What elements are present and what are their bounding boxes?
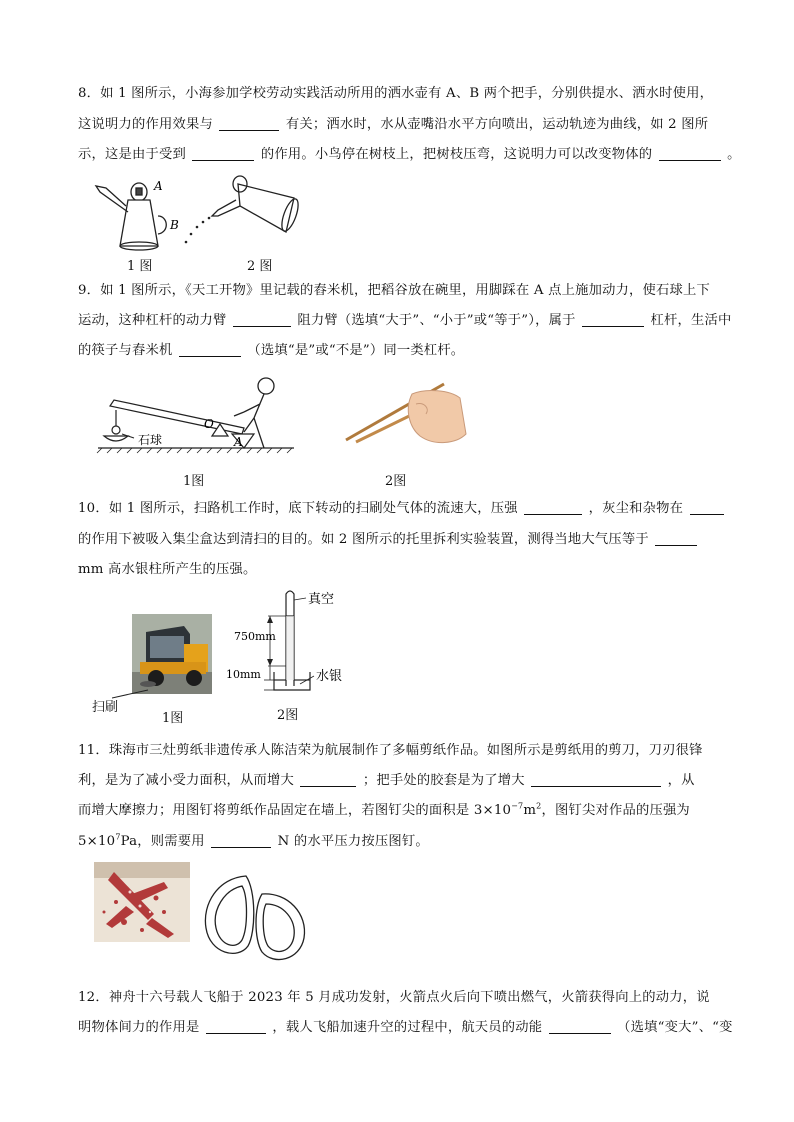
q8-blank-3[interactable]	[659, 146, 721, 161]
q8-caption-1: 1 图	[127, 259, 153, 274]
q9-blank-1[interactable]	[233, 312, 291, 327]
label-stone-ball: 石球	[138, 433, 163, 447]
q9-line-3: 的筷子与舂米机 （选填“是”或“不是”）同一类杠杆。	[78, 343, 465, 358]
q9-line-1: 9．如 1 图所示，《天工开物》里记载的舂米机，把稻谷放在碗里，用脚踩在 A 点上施加动力，使石球上下	[78, 283, 711, 298]
q10-blank-3[interactable]	[655, 531, 697, 546]
watering-can-figures	[88, 172, 308, 254]
label-brush: 扫刷	[92, 700, 119, 715]
q9-blank-3[interactable]	[179, 342, 241, 357]
q11-line-2: 利，是为了减小受力面积，从而增大 ；把手处的胶套是为了增大 ，从	[78, 773, 695, 788]
q8-blank-1[interactable]	[219, 116, 279, 131]
q8-line-2: 这说明力的作用效果与 有关；洒水时，水从壶嘴沿水平方向喷出，运动轨迹为曲线，如 2 图所	[78, 117, 709, 132]
lever-icon	[104, 400, 254, 448]
sweeper-icon	[132, 614, 212, 694]
label-b: B	[170, 218, 179, 232]
q11-line-4: $5\times 10^7Pa$，则需要用 N 的水平压力按压图钉。	[78, 832, 429, 849]
label-mercury: 水银	[316, 669, 343, 684]
label-a: A	[154, 179, 163, 193]
watering-can-2-icon	[212, 176, 301, 233]
q10-line-2: 的作用下被吸入集尘盒达到清扫的目的。如 2 图所示的托里拆利实验装置，测得当地大气压等于	[78, 531, 748, 549]
q10-blank-1[interactable]	[524, 500, 582, 515]
q10-line-3: mm 高水银柱所产生的压强。	[78, 562, 257, 577]
q12-line-1: 12．神舟十六号载人飞船于 2023 年 5 月成功发射，火箭点火后向下喷出燃气，火箭获得向上的动力，说	[78, 990, 710, 1005]
label-o: O	[204, 417, 214, 431]
q11-blank-1[interactable]	[300, 772, 356, 787]
q10-caption-1: 1图	[162, 711, 184, 726]
watering-can-1-icon	[96, 183, 166, 250]
q11-blank-3[interactable]	[211, 833, 271, 848]
q8-line-3: 示，这是由于受到 的作用。小鸟停在树枝上，把树枝压弯，这说明力可以改变物体的 。	[78, 147, 741, 162]
street-sweeper-photo	[132, 614, 212, 694]
water-trajectory	[185, 217, 211, 244]
q11-blank-2[interactable]	[531, 772, 661, 787]
q9-line-2: 运动，这种杠杆的动力臂 阻力臂（选填“大于”、“小于”或“等于”），属于 杠杆，生活中	[78, 313, 732, 328]
label-750mm: 750mm	[234, 630, 276, 643]
scissors-handles-icon	[198, 870, 312, 970]
label-a: A	[234, 435, 243, 449]
q8-line-1: 8．如 1 图所示，小海参加学校劳动实践活动所用的洒水壶有 A、B 两个把手，分别供提水、洒水时使用，	[78, 86, 714, 101]
q9-caption-2: 2图	[385, 474, 407, 489]
q12-blank-1[interactable]	[206, 1019, 266, 1034]
label-10mm: 10mm	[226, 668, 261, 681]
q9-caption-1: 1图	[183, 474, 205, 489]
q10-caption-2: 2图	[277, 708, 299, 723]
q10-blank-2[interactable]	[690, 500, 724, 515]
paper-cut-artwork	[94, 862, 190, 942]
ground	[97, 448, 294, 453]
label-vacuum: 真空	[308, 592, 335, 607]
torricelli-apparatus	[226, 586, 356, 698]
q12-line-2: 明物体间力的作用是 ，载人飞船加速升空的过程中，航天员的动能 （选填“变大”、“变	[78, 1020, 733, 1035]
q11-line-1: 11．珠海市三灶剪纸非遗传承人陈洁荣为航展制作了多幅剪纸作品。如图所示是剪纸用的剪刀，刀刃很锋	[78, 743, 703, 758]
q12-blank-2[interactable]	[549, 1019, 611, 1034]
q9-blank-2[interactable]	[582, 312, 644, 327]
rice-pounder-figures	[94, 374, 484, 460]
chopsticks-hand-icon	[346, 384, 466, 443]
q8-caption-2: 2 图	[247, 259, 273, 274]
q11-line-3: 而增大摩擦力；用图钉将剪纸作品固定在墙上，若图钉尖的面积是 $3\times 10^{-7}m^2$，图钉尖对作品的压强为	[78, 801, 690, 818]
q10-line-1: 10．如 1 图所示，扫路机工作时，底下转动的扫刷处气体的流速大，压强 ，灰尘和杂物在	[78, 500, 748, 518]
q8-blank-2[interactable]	[192, 146, 254, 161]
